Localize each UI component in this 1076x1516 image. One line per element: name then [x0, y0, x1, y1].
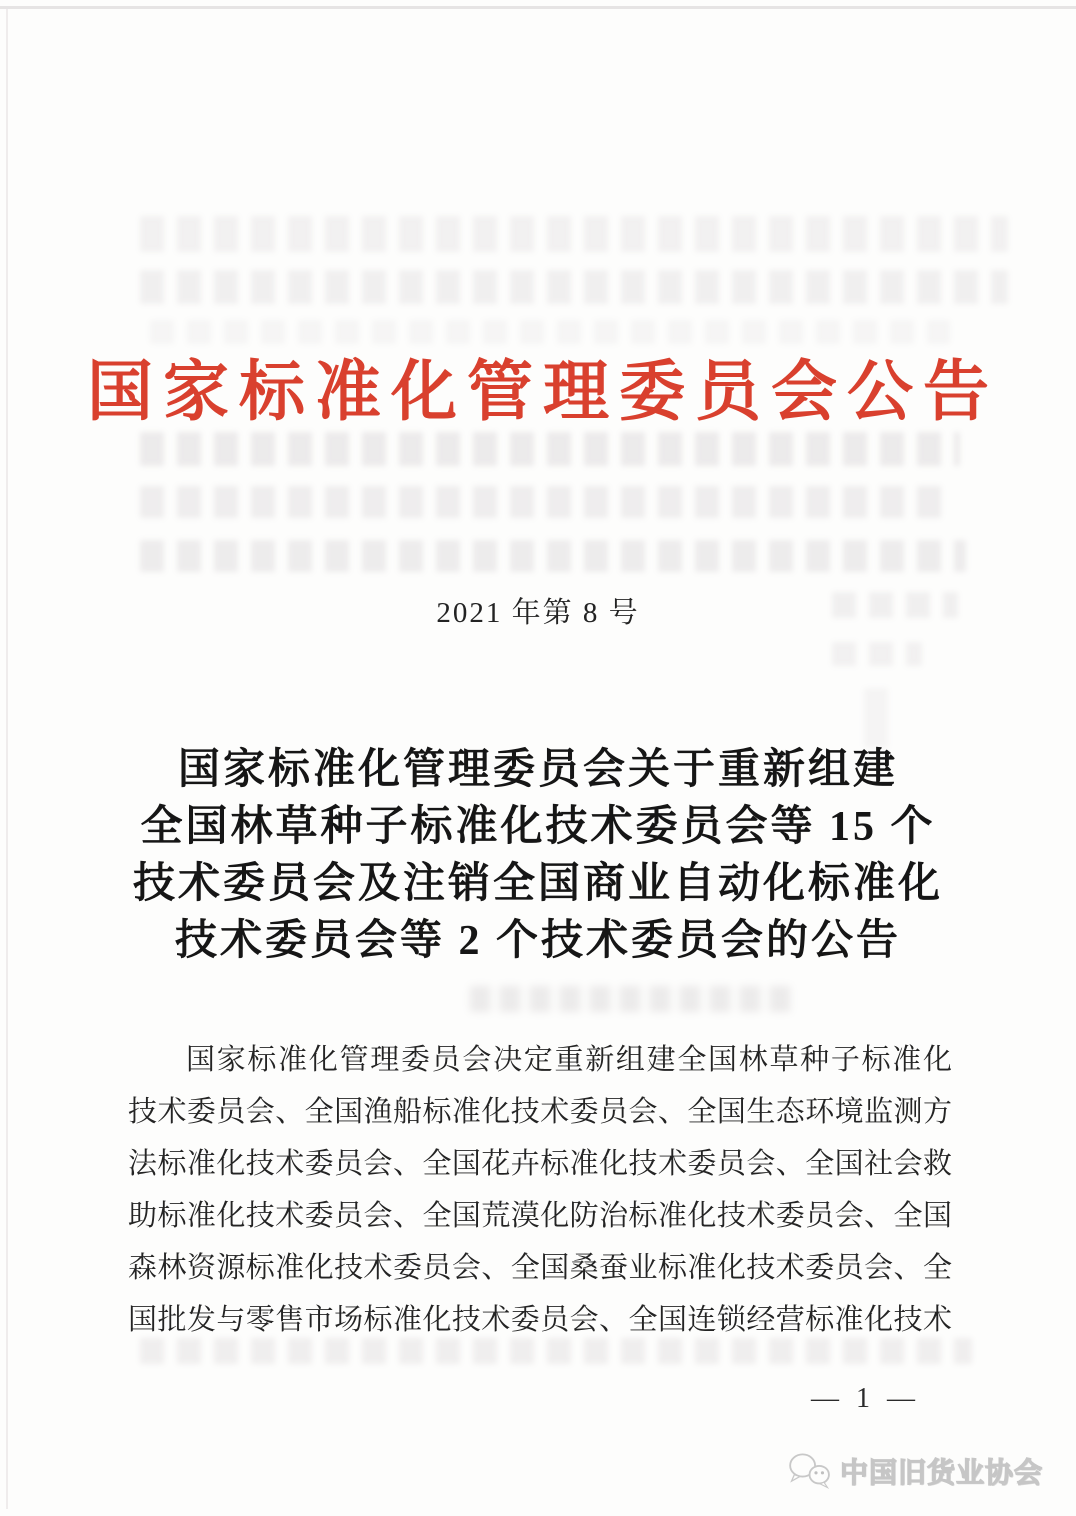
bleed-through-line: [140, 270, 1008, 304]
wechat-logo-icon: [786, 1450, 834, 1492]
heading-line: 国家标准化管理委员会关于重新组建: [177, 747, 898, 793]
bleed-through-line: [470, 986, 792, 1012]
issue-number: 2021 年第 8 号: [436, 597, 640, 629]
scan-edge-top: [0, 6, 1076, 9]
body-line: 国家标准化管理委员会决定重新组建全国林草种子标准化: [186, 1044, 952, 1076]
bleed-through-line: [140, 540, 966, 572]
watermark-org-name: 中国旧货业协会: [839, 1457, 1043, 1488]
body-line: 法标准化技术委员会、全国花卉标准化技术委员会、全国社会救: [128, 1148, 952, 1180]
announcement-heading: [0, 742, 1076, 970]
body-line: 技术委员会、全国渔船标准化技术委员会、全国生态环境监测方: [128, 1096, 952, 1128]
heading-line: 技术委员会等 2 个技术委员会的公告: [174, 918, 901, 964]
bleed-through-line: [140, 216, 1008, 252]
bleed-through-mark: [832, 642, 922, 666]
bleed-through-line: [140, 432, 960, 466]
body-line: 森林资源标准化技术委员会、全国桑蚕业标准化技术委员会、全: [128, 1252, 952, 1284]
watermark: [786, 1450, 1043, 1492]
document-title: 国家标准化管理委员会公告: [87, 356, 999, 429]
heading-line: 技术委员会及注销全国商业自动化标准化: [132, 861, 943, 907]
heading-line: 全国林草种子标准化技术委员会等 15 个: [140, 804, 936, 850]
body-line: 国批发与零售市场标准化技术委员会、全国连锁经营标准化技术: [128, 1304, 952, 1336]
bleed-through-mark: [864, 688, 894, 748]
body-line: 助标准化技术委员会、全国荒漠化防治标准化技术委员会、全国: [128, 1200, 952, 1232]
body-paragraph: [128, 1034, 952, 1346]
page-number: — 1 —: [811, 1383, 920, 1414]
bleed-through-line: [140, 486, 952, 518]
